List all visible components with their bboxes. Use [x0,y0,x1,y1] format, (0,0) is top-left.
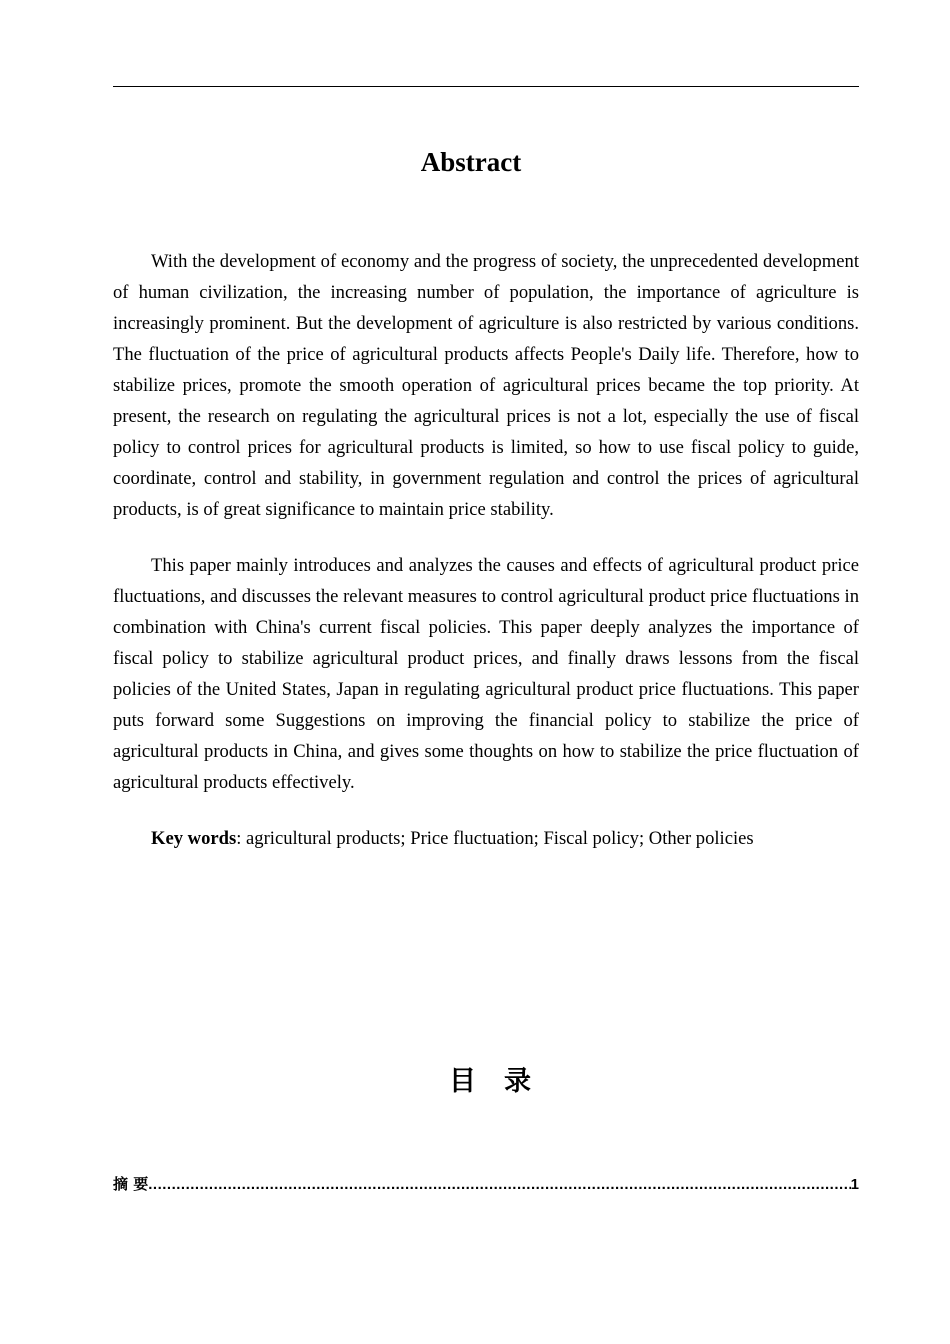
toc-entry-abstract[interactable] [113,1173,859,1199]
header-rule [113,86,859,87]
abstract-paragraph-2: This paper mainly introduces and analyzes the causes and effects of agricultural product price fluctuations, and discusses the relevant measures to control agricultural product price fluctuations in combination with China's current fiscal policies. This paper deeply analyzes the importance of fiscal policy to stabilize agricultural product prices, and finally draws lessons from the fiscal policies of the United States, Japan in regulating agricultural product price fluctuations. This paper puts forward some Suggestions on improving the financial policy to stabilize the price of agricultural products in China, and gives some thoughts on how to stabilize the price fluctuation of agricultural products effectively. [113,555,859,793]
keywords-label: Key words [151,828,237,849]
toc-dot-leader [148,1176,850,1193]
keywords-line [113,823,859,854]
keywords-list: : agricultural products; Price fluctuation; Fiscal policy; Other policies [236,828,754,849]
toc-entry-page-number: 1 [850,1176,859,1193]
toc-entry-label: 摘 要 [113,1175,149,1193]
toc-title: 目录 [449,1066,559,1097]
abstract-title: Abstract [420,147,522,177]
abstract-paragraph-1: With the development of economy and the progress of society, the unprecedented development of human civilization, the increasing number of population, the importance of agriculture is increasingly prominent. But the development of agriculture is also restricted by various conditions. The fluctuation of the price of agricultural products affects People's Daily life. Therefore, how to stabilize prices, promote the smooth operation of agricultural prices became the top priority. At present, the research on regulating the agricultural prices is not a lot, especially the use of fiscal policy to control prices for agricultural products is limited, so how to use fiscal policy to guide, coordinate, control and stability, in government regulation and control the prices of agricultural products, is of great significance to maintain price stability. [113,251,859,520]
